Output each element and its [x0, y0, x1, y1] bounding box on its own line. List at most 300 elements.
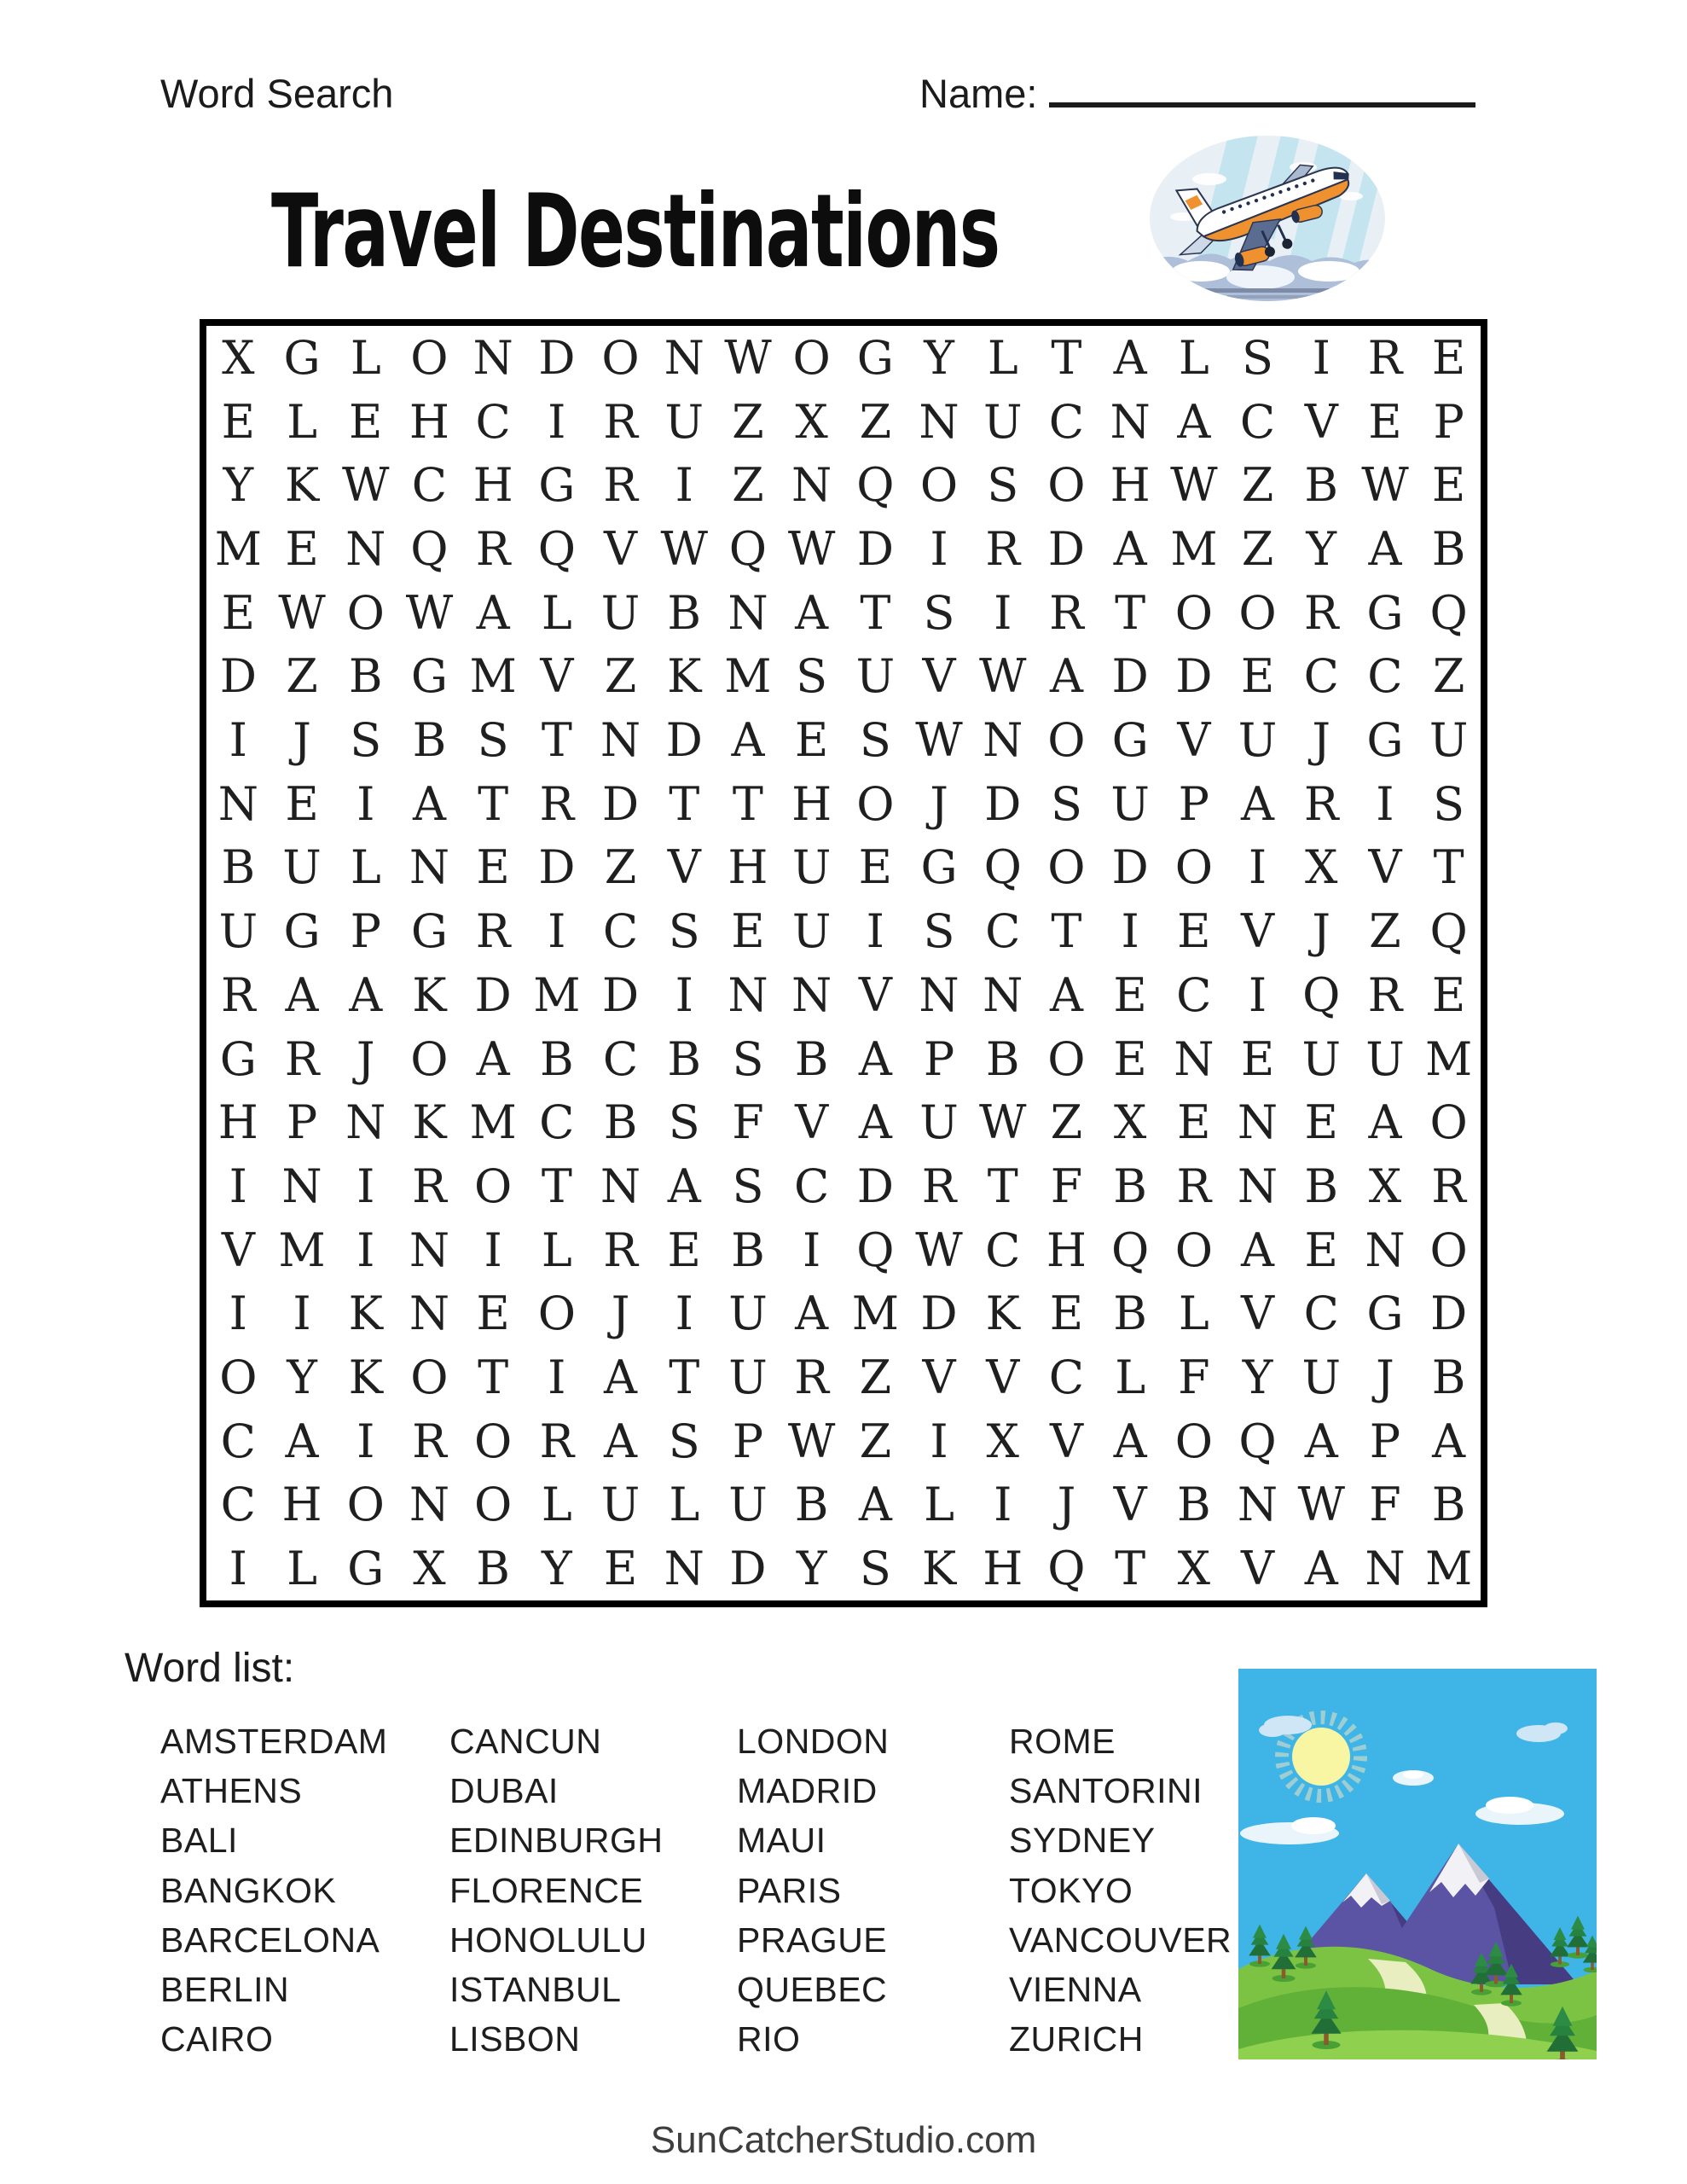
- grid-letter: B: [412, 713, 447, 768]
- word-list-item: TOKYO: [1009, 1870, 1133, 1910]
- grid-letter: T: [669, 776, 700, 831]
- grid-letter: L: [1178, 1287, 1209, 1341]
- grid-letter: T: [1433, 840, 1464, 895]
- grid-letter: S: [923, 585, 955, 640]
- grid-letter: S: [1242, 330, 1274, 385]
- grid-letter: K: [921, 1542, 957, 1596]
- word-list-column: [160, 1716, 387, 2064]
- grid-letter: N: [345, 1095, 386, 1150]
- grid-letter: N: [217, 776, 258, 831]
- grid-letter: U: [1238, 713, 1278, 768]
- grid-letter: A: [1241, 1223, 1275, 1277]
- airplane-illustration: [1150, 135, 1385, 302]
- grid-letter: I: [548, 904, 566, 959]
- grid-letter: A: [1241, 776, 1275, 831]
- grid-letter: E: [1240, 649, 1275, 704]
- grid-letter: L: [541, 585, 572, 640]
- grid-letter: G: [347, 1542, 385, 1596]
- grid-letter: D: [538, 330, 576, 385]
- grid-letter: U: [983, 394, 1023, 449]
- grid-letter: W: [724, 330, 772, 385]
- grid-letter: C: [602, 1031, 639, 1086]
- grid-letter: N: [1237, 1159, 1278, 1213]
- grid-letter: N: [664, 330, 704, 385]
- grid-letter: I: [548, 1350, 566, 1405]
- grid-letter: F: [1369, 1478, 1401, 1532]
- grid-letter: T: [1051, 904, 1082, 959]
- word-list-item: MADRID: [737, 1771, 878, 1811]
- grid-letter: N: [791, 458, 832, 513]
- grid-letter: N: [919, 394, 959, 449]
- grid-letter: D: [856, 1159, 894, 1213]
- grid-letter: Y: [1306, 521, 1337, 576]
- grid-letter: S: [859, 713, 891, 768]
- grid-letter: E: [667, 1223, 701, 1277]
- grid-letter: I: [930, 1414, 948, 1468]
- grid-letter: N: [409, 1478, 450, 1532]
- grid-letter: W: [787, 1414, 836, 1468]
- word-list-column: [449, 1716, 664, 2064]
- grid-letter: C: [985, 904, 1021, 959]
- word-list-item: ISTANBUL: [449, 1970, 622, 2010]
- grid-letter: V: [540, 649, 574, 704]
- grid-letter: B: [794, 1031, 829, 1086]
- grid-letter: P: [1433, 394, 1464, 449]
- grid-letter: T: [1051, 330, 1082, 385]
- grid-letter: D: [665, 713, 703, 768]
- grid-letter: W: [915, 713, 963, 768]
- word-list-item: CANCUN: [449, 1722, 602, 1761]
- grid-letter: C: [1048, 394, 1085, 449]
- word-list-item: BANGKOK: [160, 1870, 337, 1910]
- grid-letter: A: [412, 776, 446, 831]
- grid-letter: K: [284, 458, 320, 513]
- grid-letter: Q: [1238, 1414, 1277, 1468]
- grid-letter: C: [539, 1095, 575, 1150]
- grid-letter: B: [1304, 458, 1339, 513]
- grid-letter: W: [1297, 1478, 1345, 1532]
- grid-letter: A: [1368, 521, 1402, 576]
- grid-letter: L: [987, 330, 1018, 385]
- grid-letter: W: [341, 458, 390, 513]
- grid-letter: G: [410, 904, 449, 959]
- grid-letter: X: [986, 1414, 1019, 1468]
- grid-letter: O: [1429, 1223, 1468, 1277]
- grid-letter: S: [1433, 776, 1465, 831]
- grid-letter: D: [1111, 840, 1149, 895]
- grid-letter: U: [791, 904, 832, 959]
- grid-letter: Q: [410, 521, 449, 576]
- grid-letter: U: [1110, 776, 1150, 831]
- grid-letter: M: [469, 1095, 517, 1150]
- grid-letter: U: [919, 1095, 959, 1150]
- grid-letter: A: [604, 1350, 638, 1405]
- grid-letter: M: [851, 1287, 899, 1341]
- grid-letter: E: [1368, 394, 1402, 449]
- grid-letter: E: [731, 904, 765, 959]
- grid-letter: W: [978, 1095, 1027, 1150]
- grid-letter: Q: [1302, 967, 1341, 1022]
- grid-letter: A: [1113, 330, 1147, 385]
- grid-letter: P: [1178, 776, 1209, 831]
- grid-letter: C: [1239, 394, 1276, 449]
- grid-letter: I: [548, 394, 566, 449]
- grid-letter: Y: [1242, 1350, 1273, 1405]
- grid-letter: N: [409, 1223, 450, 1277]
- grid-letter: E: [1113, 967, 1147, 1022]
- grid-letter: P: [732, 1414, 764, 1468]
- grid-letter: G: [283, 904, 321, 959]
- grid-letter: O: [601, 330, 640, 385]
- word-list-item: DUBAI: [449, 1771, 559, 1811]
- grid-letter: X: [795, 394, 828, 449]
- grid-letter: E: [1431, 458, 1466, 513]
- grid-letter: N: [409, 1287, 450, 1341]
- grid-letter: I: [675, 967, 693, 1022]
- grid-letter: S: [923, 904, 955, 959]
- grid-letter: D: [474, 967, 512, 1022]
- grid-letter: K: [348, 1287, 383, 1341]
- grid-letter: E: [1177, 1095, 1211, 1150]
- grid-letter: N: [1365, 1542, 1406, 1596]
- grid-letter: V: [1241, 1542, 1275, 1596]
- grid-letter: J: [930, 776, 948, 831]
- grid-letter: N: [728, 967, 768, 1022]
- grid-letter: Y: [542, 1542, 572, 1596]
- grid-letter: A: [731, 713, 765, 768]
- grid-letter: I: [357, 776, 375, 831]
- grid-letter: H: [728, 840, 768, 895]
- grid-letter: U: [600, 1478, 641, 1532]
- grid-letter: V: [922, 1350, 956, 1405]
- grid-letter: H: [409, 394, 449, 449]
- grid-letter: K: [412, 1095, 447, 1150]
- grid-letter: W: [787, 521, 836, 576]
- grid-letter: I: [1248, 967, 1267, 1022]
- grid-letter: A: [858, 1095, 892, 1150]
- grid-letter: O: [856, 776, 895, 831]
- grid-letter: F: [732, 1095, 764, 1150]
- grid-letter: Z: [1432, 649, 1465, 704]
- grid-letter: S: [668, 1414, 700, 1468]
- grid-letter: S: [796, 649, 828, 704]
- grid-letter: X: [413, 1542, 446, 1596]
- grid-letter: Q: [856, 1223, 895, 1277]
- grid-letter: H: [472, 458, 513, 513]
- grid-letter: L: [1115, 1350, 1146, 1405]
- grid-letter: C: [1176, 967, 1212, 1022]
- grid-letter: O: [1174, 1414, 1213, 1468]
- grid-letter: L: [350, 840, 381, 895]
- grid-letter: I: [357, 1414, 375, 1468]
- grid-letter: I: [1376, 776, 1394, 831]
- grid-letter: X: [1113, 1095, 1147, 1150]
- grid-letter: N: [345, 521, 386, 576]
- grid-letter: D: [601, 967, 640, 1022]
- grid-letter: C: [411, 458, 448, 513]
- word-list-item: ZURICH: [1009, 2019, 1144, 2059]
- grid-letter: C: [1048, 1350, 1085, 1405]
- word-list-item: HONOLULU: [449, 1920, 647, 1960]
- grid-letter: R: [1367, 330, 1403, 385]
- grid-letter: U: [1301, 1350, 1341, 1405]
- grid-letter: U: [600, 585, 641, 640]
- grid-letter: J: [611, 1287, 630, 1341]
- word-search-grid: [200, 319, 1487, 1607]
- grid-letter: L: [1178, 330, 1209, 385]
- grid-letter: B: [985, 1031, 1020, 1086]
- word-list-item: SYDNEY: [1009, 1821, 1156, 1861]
- grid-letter: X: [222, 330, 255, 385]
- grid-letter: Q: [1429, 904, 1468, 959]
- grid-letter: R: [1367, 967, 1403, 1022]
- grid-letter: X: [1177, 1542, 1211, 1596]
- grid-letter: R: [475, 904, 511, 959]
- grid-letter: V: [1177, 713, 1211, 768]
- grid-letter: B: [1113, 1287, 1147, 1341]
- grid-letter: E: [1049, 1287, 1084, 1341]
- grid-letter: I: [994, 1478, 1012, 1532]
- grid-letter: X: [1305, 840, 1338, 895]
- grid-letter: A: [349, 967, 383, 1022]
- word-list-item: PARIS: [737, 1870, 842, 1910]
- grid-letter: I: [994, 585, 1012, 640]
- grid-letter: Q: [537, 521, 576, 576]
- grid-letter: Z: [1369, 904, 1401, 959]
- grid-letter: I: [866, 904, 884, 959]
- grid-letter: G: [1111, 713, 1149, 768]
- grid-letter: M: [724, 649, 772, 704]
- grid-letter: O: [1174, 585, 1213, 640]
- grid-letter: F: [1178, 1350, 1210, 1405]
- grid-letter: E: [1431, 330, 1466, 385]
- grid-letter: D: [1111, 649, 1149, 704]
- grid-letter: E: [476, 840, 510, 895]
- grid-letter: P: [923, 1031, 955, 1086]
- word-list-item: FLORENCE: [449, 1870, 644, 1910]
- grid-letter: T: [541, 713, 572, 768]
- puzzle-title: Travel Destinations: [271, 171, 1000, 291]
- grid-letter: L: [350, 330, 381, 385]
- grid-letter: V: [858, 967, 892, 1022]
- grid-letter: G: [410, 649, 449, 704]
- grid-letter: B: [1304, 1159, 1339, 1213]
- grid-letter: N: [1110, 394, 1151, 449]
- grid-letter: O: [474, 1478, 513, 1532]
- grid-letter: Q: [728, 521, 768, 576]
- grid-letter: G: [856, 330, 894, 385]
- grid-letter: S: [350, 713, 382, 768]
- grid-letter: R: [412, 1159, 447, 1213]
- grid-letter: I: [802, 1223, 821, 1277]
- grid-letter: X: [1368, 1159, 1402, 1213]
- grid-letter: V: [1304, 394, 1338, 449]
- grid-letter: E: [221, 394, 256, 449]
- grid-letter: W: [1361, 458, 1409, 513]
- grid-letter: R: [539, 1414, 575, 1468]
- grid-letter: T: [669, 1350, 700, 1405]
- grid-letter: S: [859, 1542, 891, 1596]
- grid-letter: I: [357, 1159, 375, 1213]
- grid-letter: Y: [223, 458, 254, 513]
- name-field: [919, 70, 1475, 117]
- grid-letter: T: [478, 1350, 509, 1405]
- grid-letter: N: [983, 713, 1023, 768]
- grid-letter: E: [1113, 1031, 1147, 1086]
- grid-letter: A: [1177, 394, 1211, 449]
- grid-letter: J: [293, 713, 311, 768]
- grid-letter: H: [1110, 458, 1151, 513]
- grid-letter: L: [924, 1478, 954, 1532]
- grid-letter: O: [346, 1478, 385, 1532]
- grid-letter: I: [1312, 330, 1330, 385]
- grid-letter: C: [985, 1223, 1021, 1277]
- word-list-item: VIENNA: [1009, 1970, 1142, 2010]
- grid-letter: A: [1432, 1414, 1466, 1468]
- grid-letter: G: [920, 840, 958, 895]
- grid-letter: J: [1312, 904, 1331, 959]
- grid-letter: U: [1301, 1031, 1341, 1086]
- grid-letter: B: [667, 1031, 702, 1086]
- grid-letter: U: [791, 840, 832, 895]
- grid-letter: G: [1366, 713, 1404, 768]
- grid-letter: D: [1429, 1287, 1468, 1341]
- grid-letter: O: [1047, 1031, 1086, 1086]
- grid-letter: A: [476, 585, 510, 640]
- grid-letter: I: [229, 1287, 248, 1341]
- grid-letter: J: [1376, 1350, 1394, 1405]
- grid-letter: N: [409, 840, 450, 895]
- grid-letter: I: [484, 1223, 502, 1277]
- grid-letter: G: [1366, 585, 1404, 640]
- grid-letter: A: [1113, 521, 1147, 576]
- grid-letter: V: [604, 521, 638, 576]
- grid-letter: F: [1050, 1159, 1083, 1213]
- grid-letter: A: [1113, 1414, 1147, 1468]
- word-list-item: MAUI: [737, 1821, 826, 1861]
- grid-letter: V: [667, 840, 701, 895]
- grid-letter: G: [1366, 1287, 1404, 1341]
- grid-letter: B: [1431, 1350, 1466, 1405]
- grid-letter: S: [732, 1159, 764, 1213]
- word-list-item: PRAGUE: [737, 1920, 888, 1960]
- grid-letter: S: [987, 458, 1019, 513]
- grid-letter: K: [667, 649, 702, 704]
- grid-letter: O: [1174, 840, 1213, 895]
- grid-letter: V: [221, 1223, 255, 1277]
- grid-letter: M: [1170, 521, 1218, 576]
- grid-letter: D: [920, 1287, 958, 1341]
- grid-letter: C: [475, 394, 511, 449]
- grid-letter: E: [1240, 1031, 1275, 1086]
- grid-letter: N: [600, 1159, 641, 1213]
- grid-letter: T: [860, 585, 891, 640]
- grid-letter: R: [284, 1031, 320, 1086]
- word-list-item: CAIRO: [160, 2019, 274, 2059]
- grid-letter: A: [1304, 1542, 1338, 1596]
- grid-letter: T: [732, 776, 763, 831]
- word-list-item: BALI: [160, 1821, 238, 1861]
- grid-letter: L: [287, 394, 317, 449]
- grid-letter: R: [1431, 1159, 1466, 1213]
- grid-letter: A: [1368, 1095, 1402, 1150]
- grid-letter: K: [985, 1287, 1020, 1341]
- grid-letter: D: [601, 776, 640, 831]
- grid-letter: O: [792, 330, 831, 385]
- word-list-item: LONDON: [737, 1722, 890, 1761]
- word-list-item: VANCOUVER: [1009, 1920, 1232, 1960]
- grid-letter: Z: [1050, 1095, 1083, 1150]
- grid-letter: V: [1368, 840, 1402, 895]
- grid-letter: R: [985, 521, 1021, 576]
- word-list-item: AMSTERDAM: [160, 1722, 388, 1761]
- grid-letter: B: [731, 1223, 765, 1277]
- word-list-column: [737, 1716, 889, 2064]
- grid-letter: B: [794, 1478, 829, 1532]
- grid-letter: O: [1429, 1095, 1468, 1150]
- grid-letter: R: [1049, 585, 1084, 640]
- grid-letter: D: [856, 521, 894, 576]
- grid-letter: Z: [1241, 521, 1274, 576]
- word-list-item: ATHENS: [160, 1771, 303, 1811]
- grid-letter: O: [410, 1350, 449, 1405]
- grid-letter: T: [1115, 1542, 1146, 1596]
- grid-letter: Q: [1047, 1542, 1086, 1596]
- grid-letter: C: [1303, 649, 1339, 704]
- word-list-item: RIO: [737, 2019, 801, 2059]
- grid-letter: B: [476, 1542, 510, 1596]
- grid-letter: M: [1424, 1031, 1473, 1086]
- grid-letter: B: [221, 840, 256, 895]
- grid-letter: M: [469, 649, 517, 704]
- grid-letter: B: [603, 1095, 638, 1150]
- grid-letter: J: [1057, 1478, 1076, 1532]
- footer-credit: SunCatcherStudio.com: [650, 2119, 1037, 2161]
- grid-letter: H: [1046, 1223, 1087, 1277]
- grid-letter: U: [728, 1287, 768, 1341]
- grid-letter: S: [477, 713, 509, 768]
- grid-letter: M: [278, 1223, 326, 1277]
- grid-letter: B: [539, 1031, 574, 1086]
- name-label: Name:: [919, 71, 1038, 116]
- grid-letter: A: [667, 1159, 701, 1213]
- grid-letter: R: [475, 521, 511, 576]
- grid-letter: I: [229, 1542, 248, 1596]
- grid-letter: N: [791, 967, 832, 1022]
- grid-letter: S: [668, 1095, 700, 1150]
- grid-letter: Y: [287, 1350, 317, 1405]
- grid-letter: Z: [286, 649, 318, 704]
- grid-letter: E: [858, 840, 893, 895]
- grid-letter: N: [728, 585, 768, 640]
- grid-letter: V: [1049, 1414, 1083, 1468]
- grid-letter: I: [1121, 904, 1139, 959]
- grid-letter: E: [349, 394, 383, 449]
- grid-letter: Z: [732, 458, 764, 513]
- grid-letter: U: [218, 904, 258, 959]
- grid-letter: W: [915, 1223, 963, 1277]
- grid-letter: N: [919, 967, 959, 1022]
- grid-letter: C: [793, 1159, 830, 1213]
- grid-letter: E: [794, 713, 829, 768]
- grid-letter: A: [795, 585, 829, 640]
- grid-letter: O: [410, 330, 449, 385]
- grid-letter: V: [1113, 1478, 1147, 1532]
- grid-letter: N: [664, 1542, 704, 1596]
- grid-letter: C: [602, 904, 639, 959]
- grid-letter: R: [539, 776, 575, 831]
- grid-letter: B: [1176, 1478, 1211, 1532]
